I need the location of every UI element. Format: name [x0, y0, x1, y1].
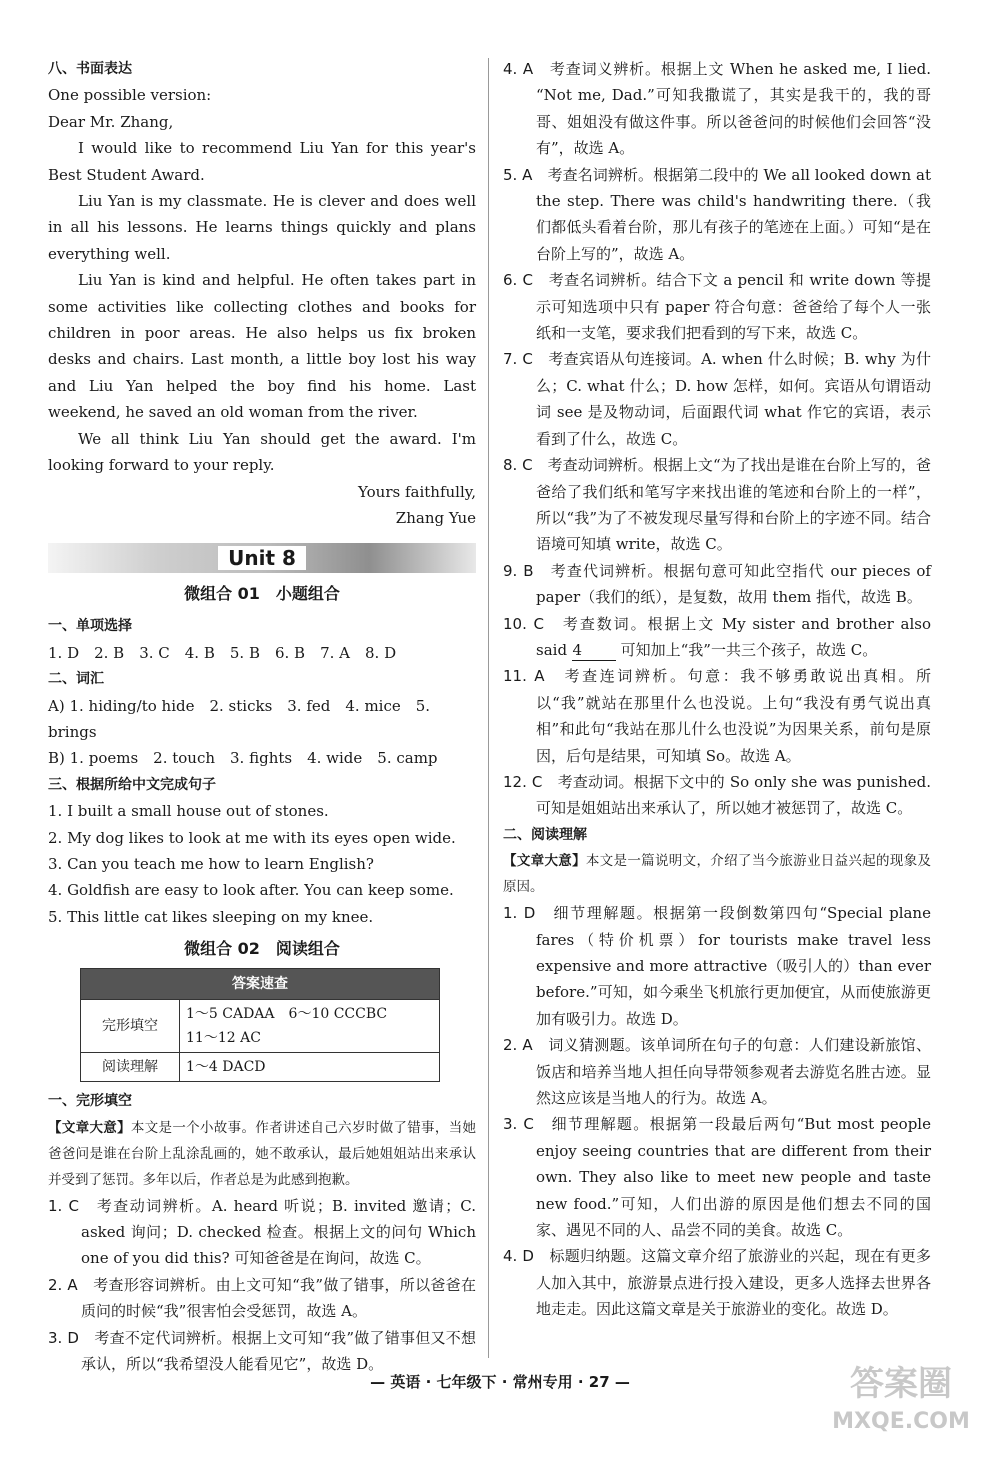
item-text: 考查词义辨析。根据上文 When he asked me, I lied. “Not me, Dad.”可知我撒谎了，其实是我干的，我的哥哥、姐姐没有做这件事。所以爸爸问的时候他们会回答“没有”，故选 A。	[536, 60, 932, 158]
explanation-item	[503, 1111, 931, 1243]
section-1-title: 一、单项选择	[48, 618, 132, 635]
summary-tag: 【文章大意】	[503, 853, 586, 870]
summary-text: 本文是一篇说明文，介绍了当今旅游业日益兴起的现象及原因。	[503, 853, 932, 896]
essay-salutation: Dear Mr. Zhang,	[48, 112, 174, 131]
cloze-title: 一、完形填空	[48, 1093, 132, 1110]
explanation-item	[503, 56, 931, 162]
essay-closing: Yours faithfully,	[358, 482, 476, 501]
column-divider	[488, 58, 489, 1358]
item-text: 考查数词。根据上文 My sister and brother also said	[536, 614, 931, 659]
explanation-item	[503, 663, 931, 769]
sentence-answer: 2. My dog likes to look at me with its eyes open wide.	[48, 828, 456, 847]
item-number: 4. D	[503, 1247, 534, 1266]
answer-line: 1～4 DACD	[186, 1059, 266, 1076]
table-row-label: 完形填空	[81, 1000, 180, 1053]
item-text: 考查名词辨析。根据第二段中的 We all looked down at the step. There was child's handwriting there.（我们都低头看着台阶，那儿有孩子的笔迹在上面。）可知“是在台阶上写的”，故选 A。	[536, 165, 931, 263]
essay-paragraph: Liu Yan is my classmate. He is clever and does well in all his lessons. He learns things quickly and plans everything well.	[48, 192, 476, 263]
item-number: 3. C	[503, 1115, 534, 1134]
explanation-item	[503, 1032, 931, 1111]
section-3-title: 三、根据所给中文完成句子	[48, 776, 216, 793]
answer-line: 11～12 AC	[186, 1030, 261, 1047]
item-number: 1. D	[503, 904, 536, 923]
item-number: 10. C	[503, 614, 545, 633]
group-1-title: 微组合 01 小题组合	[184, 584, 340, 604]
item-text: 考查连词辨析。句意：我不够勇敢说出真相。所以“我”就站在那里什么也没说。上句“我没有勇气说出真相”和此句“我站在那儿什么也没说”为因果关系，前句是原因，后句是结果，可知填 So。故选 A。	[536, 667, 931, 765]
explanation-item	[48, 1272, 476, 1325]
essay-signature: Zhang Yue	[395, 508, 476, 527]
section-2-title: 二、词汇	[48, 671, 104, 688]
left-column	[48, 56, 476, 1377]
unit-title: Unit 8	[218, 546, 306, 570]
item-text: 词义猜测题。该单词所在句子的句意：人们建设新旅馆、饭店和培养当地人担任向导带领参观者去游览名胜古迹。显然这应该是当地人的行为。故选 A。	[536, 1036, 931, 1108]
explanation-item	[48, 1193, 476, 1272]
table-row	[81, 1000, 440, 1053]
explanation-item	[503, 346, 931, 452]
item-number: 11. A	[503, 667, 545, 686]
item-text: 考查不定代词辨析。根据上文可知“我”做了错事但又不想承认，所以“我希望没人能看见它”，故选 D。	[81, 1328, 476, 1374]
item-text: 考查动词辨析。A. heard 听说；B. invited 邀请；C. asked 询问；D. checked 检查。根据上文的问句 Which one of you did this? 可知爸爸是在询问，故选 C。	[81, 1196, 476, 1268]
item-text: 考查形容词辨析。由上文可知“我”做了错事，所以爸爸在质问的时候“我”很害怕会受惩罚，故选 A。	[81, 1275, 476, 1321]
answer-quick-table	[80, 968, 440, 1082]
watermark-url: MXQE.COM	[832, 1409, 970, 1434]
item-text: 细节理解题。根据第一段最后两句“But most people enjoy seeing countries that are different from their own. They also like to meet new people and taste new food.”可知，人们出游的原因是他们想去不同的国家、遇见不同的人、品尝不同的美食。故选 C。	[536, 1115, 931, 1240]
item-text: 考查代词辨析。根据句意可知此空指代 our pieces of paper（我们的纸），是复数，故用 them 指代，故选 B。	[536, 561, 931, 607]
explanation-item	[503, 452, 931, 558]
summary-text: 本文是一个小故事。作者讲述自己六岁时做了错事，当她爸爸问是谁在台阶上乱涂乱画的，她不敢承认，最后她姐姐站出来承认并受到了惩罚。多年以后，作者总是为此感到抱歉。	[48, 1119, 477, 1188]
vocab-b-answers: B) 1. poems 2. touch 3. fights 4. wide 5. camp	[48, 749, 438, 768]
table-row-answers	[180, 1053, 440, 1082]
unit-banner	[48, 543, 476, 573]
page-footer: — 英语 · 七年级下 · 常州专用 · 27 —	[370, 1373, 630, 1391]
item-number: 6. C	[503, 271, 533, 290]
item-number: 9. B	[503, 561, 534, 580]
explanation-item	[503, 267, 931, 346]
cloze-summary	[48, 1115, 476, 1193]
explanation-item	[503, 558, 931, 611]
item-number: 2. A	[503, 1036, 533, 1055]
table-row-answers	[180, 1000, 440, 1053]
reading-title: 二、阅读理解	[503, 826, 587, 843]
item-number: 12. C	[503, 772, 543, 791]
table-row-label: 阅读理解	[81, 1053, 180, 1082]
item-text: 考查名词辨析。结合下文 a pencil 和 write down 等提示可知选项中只有 paper 符合句意：爸爸给了每个人一张纸和一支笔，要求我们把看到的写下来，故选 C。	[536, 271, 931, 343]
item-number: 5. A	[503, 165, 533, 184]
item-number: 2. A	[48, 1275, 78, 1294]
watermark-logo-text: 答案圈	[850, 1364, 952, 1404]
item-number: 3. D	[48, 1328, 79, 1347]
right-column	[503, 56, 931, 1323]
explanation-item	[503, 1243, 931, 1322]
item-text: 标题归纳题。这篇文章介绍了旅游业的兴起，现在有更多人加入其中，旅游景点进行投入建设，更多人选择去世界各地走走。因此这篇文章是关于旅游业的变化。故选 D。	[536, 1247, 931, 1319]
answer-line: 1～5 CADAA 6～10 CCCBC	[186, 1006, 388, 1023]
item-number: 8. C	[503, 456, 533, 475]
site-watermark	[816, 1361, 986, 1447]
item-number: 7. C	[503, 350, 533, 369]
group-2-title: 微组合 02 阅读组合	[184, 939, 340, 959]
answer-table-header: 答案速查	[81, 969, 440, 1000]
section-1-answers: 1. D 2. B 3. C 4. B 5. B 6. B 7. A 8. D	[48, 643, 397, 662]
explanation-item	[503, 162, 931, 268]
summary-tag: 【文章大意】	[48, 1119, 131, 1136]
item-text: 考查动词辨析。根据上文“为了找出是谁在台阶上写的，爸爸给了我们纸和笔写字来找出谁的笔迹和台阶上的一样”，所以“我”为了不被发现尽量写得和台阶上的字迹不同。结合语境可知填 write，故选 C。	[536, 456, 931, 554]
sentence-answer: 3. Can you teach me how to learn English?	[48, 854, 374, 873]
explanation-item	[503, 900, 931, 1032]
vocab-a-answers: A) 1. hiding/to hide 2. sticks 3. fed 4. mice 5. brings	[48, 696, 431, 741]
essay-intro: One possible version:	[48, 86, 212, 105]
explanation-item	[503, 611, 931, 664]
sentence-answer: 5. This little cat likes sleeping on my knee.	[48, 907, 374, 926]
essay-paragraph: We all think Liu Yan should get the award. I'm looking forward to your reply.	[48, 429, 476, 475]
sentence-answer: 1. I built a small house out of stones.	[48, 802, 329, 821]
explanation-item	[503, 769, 931, 822]
item-text: 考查动词。根据下文中的 So only she was punished. 可知是姐姐站出来承认了，所以她才被惩罚了，故选 C。	[536, 772, 931, 818]
item-number: 1. C	[48, 1196, 79, 1215]
sentence-answer: 4. Goldfish are easy to look after. You can keep some.	[48, 881, 454, 900]
item-text: 考查宾语从句连接词。A. when 什么时候；B. why 为什么；C. what 什么；D. how 怎样，如何。宾语从句谓语动词 see 是及物动词，后面跟代词 what 作它的宾语，表示看到了什么，故选 C。	[536, 350, 931, 448]
fill-blank: 4	[572, 640, 616, 661]
essay-paragraph: I would like to recommend Liu Yan for this year's Best Student Award.	[48, 139, 476, 184]
table-row	[81, 1053, 440, 1082]
reading-summary	[503, 848, 931, 900]
section-8-title: 八、书面表达	[48, 61, 132, 77]
item-number: 4. A	[503, 60, 534, 78]
item-text: 细节理解题。根据第一段倒数第四句“Special plane fares（特价机票）for tourists make travel less expensive and more attractive（吸引人的）than ever before.”可知，如今乘坐飞机旅行更加便宜，从而使旅游更加有吸引力。故选 D。	[536, 904, 931, 1028]
item-text: 可知加上“我”一共三个孩子，故选 C。	[620, 640, 878, 659]
essay-paragraph: Liu Yan is kind and helpful. He often takes part in some activities like collecting clothes and books for children in poor areas. He also helps us fix broken desks and chairs. Last month, a little boy lost his way and Liu Yan helped the boy find his home. Last weekend, he saved an old woman from the river.	[48, 271, 476, 422]
